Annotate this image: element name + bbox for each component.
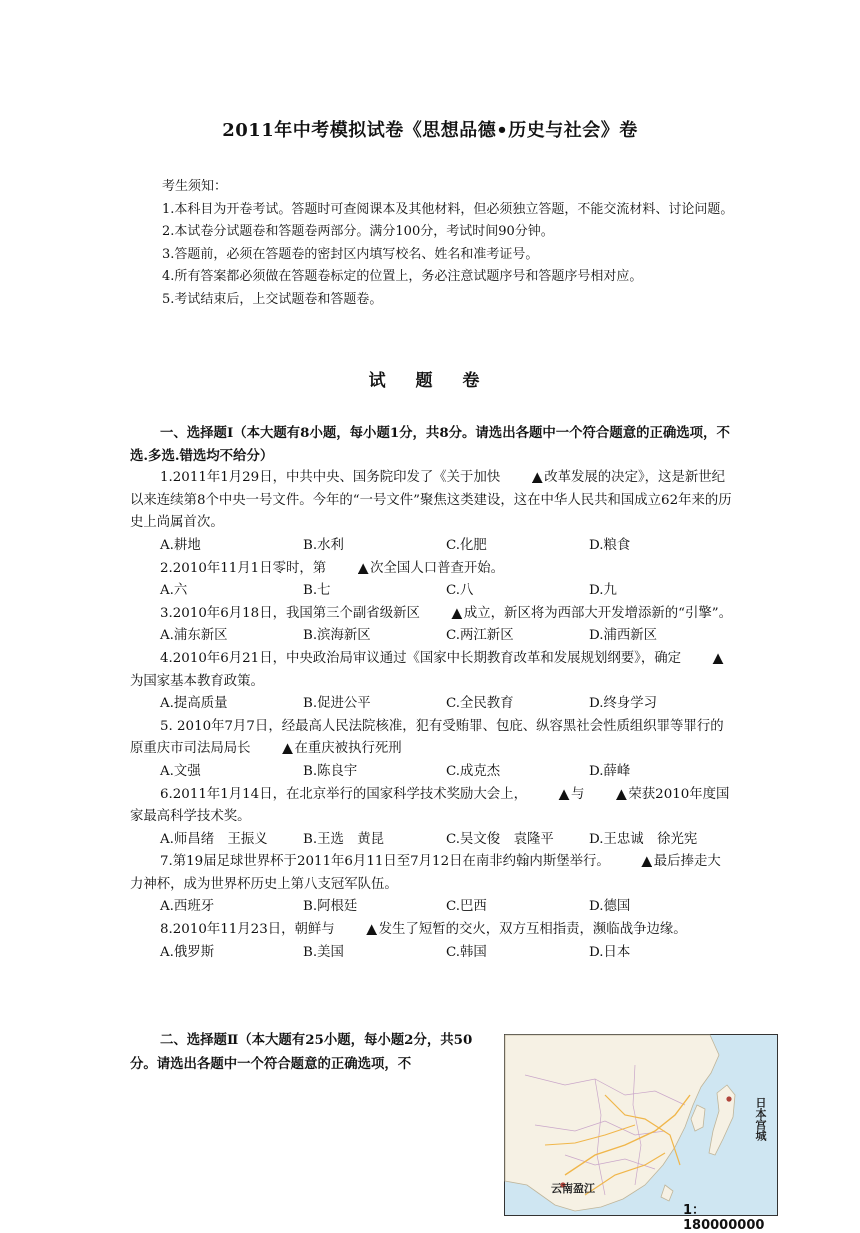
map-label-japan: 日本宫城	[754, 1097, 767, 1141]
option: A.西班牙	[160, 899, 215, 915]
question-7-options	[130, 896, 732, 919]
option: C.化肥	[446, 537, 487, 553]
question-5-options	[130, 761, 732, 784]
option: A.文强	[160, 763, 201, 779]
question-4-options	[130, 693, 732, 716]
answer-blank: ▲	[558, 786, 570, 802]
question-1	[130, 467, 732, 535]
part1-questions	[130, 422, 732, 964]
question-1-options	[130, 535, 732, 558]
option: B.促进公平	[303, 696, 371, 712]
question-3-options	[130, 625, 732, 648]
question-text: 1.2011年1月29日，中共中央、国务院印发了《关于加快	[160, 470, 501, 486]
question-6	[130, 784, 732, 829]
question-text: 为国家基本教育政策。	[130, 673, 264, 689]
option: A.耕地	[160, 537, 201, 553]
option: C.吴文俊 袁隆平	[446, 831, 554, 847]
option: A.六	[160, 583, 188, 599]
answer-blank: ▲	[532, 470, 543, 486]
answer-blank: ▲	[712, 650, 724, 666]
option: A.师昌绪 王振义	[160, 831, 268, 847]
map-label-yunnan: 云南盈江	[551, 1182, 595, 1195]
question-text: 3.2010年6月18日，我国第三个副省级新区	[160, 605, 420, 621]
part1-heading: 一、选择题Ⅰ（本大题有8小题，每小题1分，共8分。请选出各题中一个符合题意的正确选项，不选.多选.错选均不给分）	[130, 425, 730, 464]
question-2	[130, 558, 732, 581]
answer-blank: ▲	[641, 854, 652, 870]
part2-heading-text: 二、选择题Ⅱ（本大题有25小题，每小题2分，共50分。请选出各题中一个符合题意的正确选项，不	[130, 1032, 473, 1072]
option: B.水利	[303, 537, 344, 553]
question-text: 在重庆被执行死刑	[294, 741, 402, 757]
part2-heading	[130, 1028, 494, 1076]
question-text: 5. 2010年7月7日，经最高人民法院核准，犯有受贿罪、包庇、纵容黑社会性质组织罪等罪行的原重庆市司法局局长	[130, 718, 724, 757]
notice-item: 5.考试结束后，上交试题卷和答题卷。	[162, 291, 383, 307]
option: C.巴西	[446, 899, 487, 915]
option: B.陈良宇	[303, 763, 358, 779]
map-scale: 1：180000000	[683, 1203, 765, 1233]
question-text: 与	[571, 786, 585, 802]
page-title: 2011年中考模拟试卷《思想品德•历史与社会》卷	[222, 120, 638, 141]
option: D.九	[589, 583, 617, 599]
question-text: 6.2011年1月14日，在北京举行的国家科学技术奖励大会上，	[160, 786, 528, 802]
question-text: 最后捧走大力神杯，成为世界杯历史上第八支冠军队伍。	[130, 854, 721, 892]
option: C.成克杰	[446, 763, 501, 779]
answer-blank: ▲	[366, 922, 377, 938]
option: D.浦西新区	[589, 628, 658, 644]
notice-heading: 考生须知：	[162, 179, 228, 194]
answer-blank: ▲	[616, 786, 627, 802]
question-text: 发生了短暂的交火，双方互相指责，濒临战争边缘。	[378, 922, 687, 938]
japan-landmass	[709, 1085, 735, 1155]
option: D.王忠诚 徐光宪	[589, 831, 698, 847]
question-4	[130, 648, 732, 693]
china-map-figure	[504, 1034, 778, 1233]
question-text: 2.2010年11月1日零时，第	[160, 560, 327, 576]
map-graphic	[505, 1035, 779, 1217]
taiwan-landmass	[661, 1185, 673, 1201]
notice-item: 1.本科目为开卷考试。答题时可查阅课本及其他材料，但必须独立答题，不能交流材料、讨论问题。	[162, 201, 734, 217]
notice-item: 2.本试卷分试题卷和答题卷两部分。满分100分，考试时间90分钟。	[162, 224, 554, 239]
question-text: 改革发展的决定》，这是新世纪以来连续第8个中央一号文件。今年的“一号文件”聚焦这类建设，这在中华人民共和国成立62年来的历史上尚属首次。	[130, 470, 732, 531]
location-marker	[726, 1096, 731, 1101]
option: D.终身学习	[589, 696, 658, 712]
section-title: 试 题 卷	[368, 371, 492, 391]
question-7	[130, 851, 732, 896]
question-text: 成立，新区将为西部大开发增添新的“引擎”。	[463, 605, 733, 621]
option: B.王选 黄昆	[303, 831, 385, 847]
question-text: 荣获2010年度国家最高科学技术奖。	[130, 786, 730, 825]
option: D.德国	[589, 899, 631, 915]
notice-item: 3.答题前，必须在答题卷的密封区内填写校名、姓名和准考证号。	[162, 246, 539, 262]
answer-blank: ▲	[451, 605, 463, 621]
option: C.两江新区	[446, 628, 514, 644]
option: C.全民教育	[446, 696, 514, 712]
option: C.八	[446, 583, 474, 599]
option: D.粮食	[589, 537, 631, 553]
question-6-options	[130, 829, 732, 852]
option: D.薛峰	[589, 763, 631, 779]
notice-item: 4.所有答案都必须做在答题卷标定的位置上，务必注意试题序号和答题序号相对应。	[162, 269, 643, 284]
option: A.浦东新区	[160, 628, 228, 644]
question-text: 7.第19届足球世界杯于2011年6月11日至7月12日在南非约翰内斯堡举行。	[160, 854, 610, 870]
answer-blank: ▲	[282, 741, 293, 757]
option: B.滨海新区	[303, 628, 371, 644]
question-8-options	[130, 942, 732, 965]
question-5	[130, 716, 732, 761]
question-text: 次全国人口普查开始。	[370, 560, 505, 576]
option: C.韩国	[446, 944, 487, 960]
option: A.提高质量	[160, 696, 228, 712]
question-8	[130, 919, 732, 942]
option: A.俄罗斯	[160, 944, 215, 960]
question-2-options	[130, 580, 732, 603]
china-landmass	[505, 1035, 719, 1211]
answer-blank: ▲	[358, 560, 369, 576]
option: B.七	[303, 583, 331, 599]
question-3	[130, 603, 732, 626]
korea-landmass	[691, 1105, 705, 1131]
question-text: 8.2010年11月23日，朝鲜与	[160, 922, 335, 938]
question-text: 4.2010年6月21日，中央政治局审议通过《国家中长期教育改革和发展规划纲要》，确定	[160, 650, 681, 666]
option: D.日本	[589, 944, 631, 960]
option: B.阿根廷	[303, 899, 358, 915]
exam-notice	[130, 176, 740, 311]
option: B.美国	[303, 944, 344, 960]
